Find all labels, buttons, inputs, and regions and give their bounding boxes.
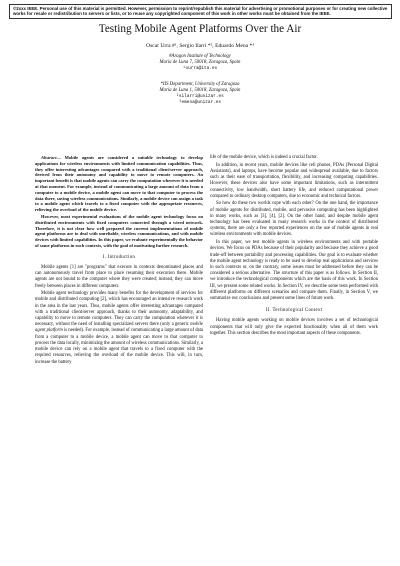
abstract-paragraph-1 bbox=[35, 155, 203, 213]
intro-paragraph-2 bbox=[35, 291, 203, 365]
affiliation-2-email-1[interactable]: ²silarri@unizar.es bbox=[176, 94, 224, 99]
affiliation-1-org: #Aragon Institute of Technology bbox=[169, 54, 231, 59]
affiliation-2-street: María de Luna 1, 50018, Zaragoza, Spain bbox=[159, 88, 241, 93]
section-heading-technological-context: II. Technological Context bbox=[265, 308, 323, 314]
affiliation-1-email[interactable]: ¹ourra@ita.es bbox=[182, 66, 218, 71]
right-column bbox=[210, 155, 378, 338]
intro-emphasis: mobile agent platform bbox=[35, 322, 203, 334]
intro-text-b: is needed). For example, instead of communicating a large amount of data from a computer to a mobile device, a mobile agent can move to that computer to process the data locally, minimizing the amount of wireless communications. Similarly, a mobile device can rely on a mobile agent that travels to a fixed computer with the required resources, relieving the overload of the mobile device. This will, in turn, increase the battery bbox=[35, 328, 204, 365]
right-paragraph-5: Having mobile agents working on mobile devices involves a set of technological components that will only give the expected functionality when all of them work together. This section describes the most important aspects of these components. bbox=[210, 318, 378, 336]
right-paragraph-2: In addition, in recent years, mobile devices like cell phones, PDAs (Personal Digital Assistants), and laptops, have become popular and widespread available, due to factors such as their ease of transportation, flexibility, and increasing computing capabilities. However, these devices also have some important limitations, such as intermittent connectivity, low bandwidth, short battery life, and reduced computational power compared to ordinary desktop computers, due to economic and technical factors. bbox=[210, 162, 378, 199]
paper-title: Testing Mobile Agent Platforms Over the Air bbox=[98, 23, 302, 35]
abstract-paragraph-2: However, most experimental evaluations of the mobile agent technology focus on distributed environments with fixed computers connected through a wired network. Therefore, it is not clear how well prepared the current implementations of mobile agent platforms are to deal with unreliable, wireless communications, and with mobile devices with limited capabilities. In this paper, we evaluate experimentally the behavior of some platforms in such contexts, with the goal of motivating further research. bbox=[35, 213, 203, 248]
intro-text-a: Mobile agent technology provides many benefits for the development of services for mobile and distributed computing [2], which has encouraged an intensive research work in the area in the last years. Thus, mobile agents offer interesting advantages compared with a traditional client/server approach, thanks to their autonomy, adaptability, and capability to move to remote computers. They can carry the computation wherever it is necessary, without the need of installing specialized servers there (only a generic bbox=[35, 291, 203, 328]
section-heading-introduction: I. Introduction bbox=[102, 254, 136, 260]
abstract-text-1: — Mobile agents are considered a suitable technology to develop applications for wireless environments with limited communication capabilities. Thus, they offer interesting advantages compared with a traditional client/server approach, derived from their autonomy and capability to move to remote computers. An important benefit is that mobile agents can carry the computation wherever it is needed at that moment. For example, instead of communicating a large amount of data from a computer to a mobile device, a mobile agent can move to that computer to process the data there, saving wireless communications. Similarly, a mobile device can assign a task to a mobile agent which travels to a fixed computer with the appropriate resources, relieving the overload of the mobile device. bbox=[35, 155, 203, 213]
right-paragraph-1: life of the mobile device, which is indeed a crucial factor. bbox=[210, 155, 318, 160]
affiliation-1-street: María de Luna 7, 50018, Zaragoza, Spain bbox=[159, 60, 241, 65]
affiliation-1 bbox=[0, 54, 400, 72]
left-column bbox=[35, 155, 203, 367]
copyright-notice: ©2xxx IEEE. Personal use of this material is permitted. However, permission to reprint/republish this material for advertising or promotional purposes or for creating new collective works for resale or redistribution to servers or lists, or to reuse any copyrighted component of this work in other works must be obtained from the IEEE. bbox=[9, 4, 392, 19]
right-paragraph-4: In this paper, we test mobile agents in wireless environments and with portable devices. We focus on PDAs because of their popularity and because they achieve a good trade-off between portability and processing capabilities. Our goal is to evaluate whether the mobile agent technology is ready to be used to develop real applications and services in such contexts or, on the contrary, some issues must be addressed before they can be considered a serious alternative. The structure of this paper is as follows. In Section II, we introduce the technological components which are the basis of this work. In Section III, we present some related works. In Section IV, we describe some tests performed with different platforms on different scenarios and compare them. Finally, in Section V, we summarize our conclusions and present some lines of future work. bbox=[210, 240, 378, 301]
intro-paragraph-1: Mobile agents [1] are "programs" that execute in contexts denominated places and can autonomously travel from place to place resuming their execution there. Mobile agents are not bound to the computer where they were created; instead, they can move freely between places in different computers. bbox=[35, 264, 203, 289]
right-paragraph-3: So how do these two worlds cope with each other? On the one hand, the importance of mobile agents for distributed, mobile, and pervasive computing has been highlighted in many works, such as [3], [4], [2]. On the other hand, and despite mobile agent technology has been evaluated in many research works in the context of distributed systems, there are only a few reported experiences on the use of mobile agents in real wireless environments with mobile devices. bbox=[210, 201, 378, 238]
abstract-lead: Abstract bbox=[41, 155, 57, 160]
author-list: Oscar Urra #¹, Sergio Ilarri *², Eduardo Mena *³ bbox=[145, 43, 255, 49]
affiliation-2-org: *IIS Department, University of Zaragoza bbox=[160, 82, 240, 87]
affiliation-2-email-2[interactable]: ³emena@unizar.es bbox=[178, 100, 222, 105]
affiliation-2 bbox=[0, 82, 400, 106]
